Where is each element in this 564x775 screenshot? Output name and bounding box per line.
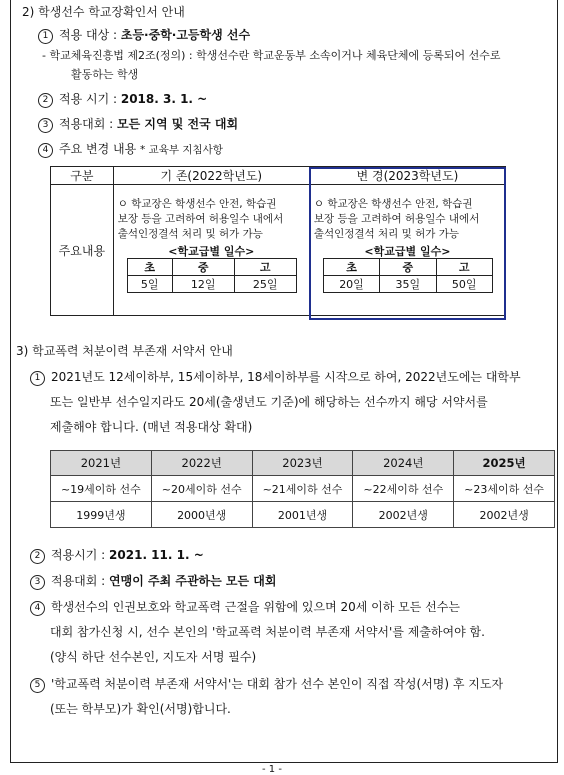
section3-item2 bbox=[30, 546, 204, 564]
section2-item2 bbox=[38, 90, 207, 108]
section3-item4-line2: 대회 참가신청 시, 선수 본인의 '학교폭력 처분이력 부존재 서약서'를 제출하여야 함. bbox=[50, 625, 485, 639]
days-middle: 12일 bbox=[172, 276, 234, 293]
circled-number-1: 1 bbox=[30, 371, 45, 386]
before-description bbox=[118, 197, 284, 242]
year-2021: 2021년 bbox=[51, 451, 152, 476]
year-2025: 2025년 bbox=[454, 451, 555, 476]
col-header-category: 구분 bbox=[51, 167, 114, 185]
circled-number-2: 2 bbox=[38, 93, 53, 108]
birth-2022: 2000년생 bbox=[151, 502, 252, 528]
law-line-1: - 학교체육진흥법 제2조(정의) : 학생선수란 학교운동부 소속이거나 체육단체에 등록되어 선수로 bbox=[42, 49, 501, 62]
circled-number-3: 3 bbox=[30, 575, 45, 590]
days-high: 50일 bbox=[436, 276, 492, 293]
circled-number-2: 2 bbox=[30, 549, 45, 564]
section3-item1-line1 bbox=[30, 368, 521, 386]
circled-number-3: 3 bbox=[38, 118, 53, 133]
desc-line: 보장 등을 고려하여 허용일수 내에서 bbox=[117, 213, 284, 225]
desc-line: 출석인정결석 처리 및 허가 가능 bbox=[117, 228, 263, 240]
birth-2024: 2002년생 bbox=[353, 502, 454, 528]
page-number: - 1 - bbox=[262, 764, 282, 775]
item-value: 연맹이 주최 주관하는 모든 대회 bbox=[109, 574, 277, 588]
before-cell bbox=[113, 185, 309, 316]
year-2023: 2023년 bbox=[252, 451, 353, 476]
age-2023: ~21세이하 선수 bbox=[252, 476, 353, 502]
age-2024: ~22세이하 선수 bbox=[353, 476, 454, 502]
paragraph-text: '학교폭력 처분이력 부존재 서약서'는 대회 참가 선수 본인이 직접 작성(서명) 후 지도자 bbox=[51, 677, 504, 691]
after-days-table bbox=[323, 258, 493, 293]
section2-heading: 2) 학생선수 학교장확인서 안내 bbox=[22, 5, 185, 19]
level-middle: 중 bbox=[172, 259, 234, 276]
item-label: 주요 변경 내용 bbox=[59, 142, 140, 156]
section2-item3 bbox=[38, 115, 238, 133]
col-header-before: 기 존(2022학년도) bbox=[113, 167, 309, 185]
law-line-2: 활동하는 학생 bbox=[71, 68, 139, 81]
item-value: 2018. 3. 1. ~ bbox=[120, 92, 208, 106]
year-2022: 2022년 bbox=[151, 451, 252, 476]
section3-item1-line2: 또는 일반부 선수일지라도 20세(출생년도 기준)에 해당하는 선수까지 해당 서약서를 bbox=[50, 395, 488, 409]
section3-heading: 3) 학교폭력 처분이력 부존재 서약서 안내 bbox=[16, 344, 233, 358]
after-subtitle: <학교급별 일수> bbox=[364, 245, 451, 258]
desc-line: 출석인정결석 처리 및 허가 가능 bbox=[313, 228, 460, 240]
desc-line: 보장 등을 고려하여 허용일수 내에서 bbox=[313, 213, 480, 225]
section3-item5-line1 bbox=[30, 675, 503, 693]
birth-2021: 1999년생 bbox=[51, 502, 152, 528]
birth-2025: 2002년생 bbox=[454, 502, 555, 528]
section3-item4-line1 bbox=[30, 598, 460, 616]
item-label: 적용대회 : bbox=[59, 117, 118, 131]
days-elementary: 5일 bbox=[127, 276, 172, 293]
section2-item1 bbox=[38, 26, 250, 44]
birth-2023: 2001년생 bbox=[252, 502, 353, 528]
level-high: 고 bbox=[436, 259, 492, 276]
section2-item4 bbox=[38, 140, 223, 158]
circled-number-4: 4 bbox=[30, 601, 45, 616]
level-middle: 중 bbox=[380, 259, 436, 276]
section3-item5-line2: (또는 학부모)가 확인(서명)합니다. bbox=[50, 702, 231, 716]
after-description bbox=[314, 197, 480, 242]
days-elementary: 20일 bbox=[323, 276, 379, 293]
level-elementary: 초 bbox=[323, 259, 379, 276]
item-value: 초등·중학·고등학생 선수 bbox=[120, 28, 251, 42]
row-label: 주요내용 bbox=[51, 185, 114, 316]
item-value: 모든 지역 및 전국 대회 bbox=[117, 117, 239, 131]
desc-line: ㅇ 학교장은 학생선수 안전, 학습권 bbox=[117, 198, 277, 210]
item-value: 2021. 11. 1. ~ bbox=[109, 548, 204, 562]
item-label: 적용시기 : bbox=[51, 548, 110, 562]
before-subtitle: <학교급별 일수> bbox=[168, 245, 255, 258]
level-elementary: 초 bbox=[127, 259, 172, 276]
section3-item4-line3: (양식 하단 선수본인, 지도자 서명 필수) bbox=[50, 650, 257, 664]
circled-number-4: 4 bbox=[38, 143, 53, 158]
after-cell bbox=[309, 185, 505, 316]
age-2021: ~19세이하 선수 bbox=[51, 476, 152, 502]
item-label: 적용 시기 : bbox=[59, 92, 121, 106]
desc-line: ㅇ 학교장은 학생선수 안전, 학습권 bbox=[313, 198, 473, 210]
comparison-table bbox=[50, 166, 506, 316]
circled-number-5: 5 bbox=[30, 678, 45, 693]
days-high: 25일 bbox=[234, 276, 296, 293]
days-middle: 35일 bbox=[380, 276, 436, 293]
level-high: 고 bbox=[234, 259, 296, 276]
circled-number-1: 1 bbox=[38, 29, 53, 44]
year-2024: 2024년 bbox=[353, 451, 454, 476]
age-2022: ~20세이하 선수 bbox=[151, 476, 252, 502]
paragraph-text: 2021년도 12세이하부, 15세이하부, 18세이하부를 시작으로 하여, 2022년도에는 대학부 bbox=[51, 370, 521, 384]
section3-item1-line3: 제출해야 합니다. (매년 적용대상 확대) bbox=[50, 420, 253, 434]
before-days-table bbox=[127, 258, 297, 293]
col-header-after: 변 경(2023학년도) bbox=[309, 167, 505, 185]
item-label: 적용 대상 : bbox=[59, 28, 121, 42]
item-note: * 교육부 지침사항 bbox=[140, 144, 223, 156]
section3-item3 bbox=[30, 572, 276, 590]
item-label: 적용대회 : bbox=[51, 574, 110, 588]
paragraph-text: 학생선수의 인권보호와 학교폭력 근절을 위함에 있으며 20세 이하 모든 선수는 bbox=[51, 600, 460, 614]
age-2025: ~23세이하 선수 bbox=[454, 476, 555, 502]
age-schedule-table bbox=[50, 450, 555, 528]
